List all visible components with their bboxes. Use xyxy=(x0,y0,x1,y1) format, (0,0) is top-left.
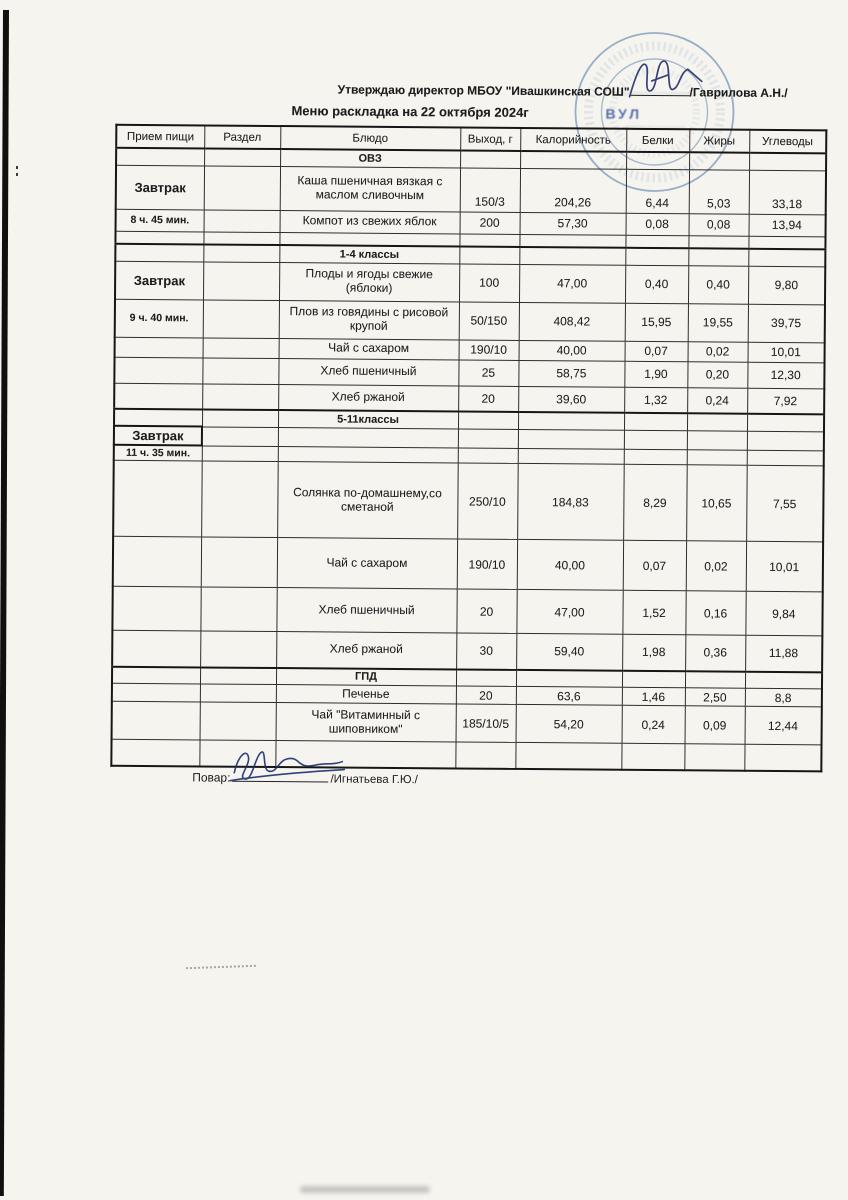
menu-row xyxy=(113,536,823,592)
dish-name: Чай с сахаром xyxy=(279,338,459,359)
portion: 50/150 xyxy=(459,301,519,339)
meal-name: Завтрак xyxy=(115,261,203,300)
cell xyxy=(115,337,203,358)
meal-time: 11 ч. 35 мин. xyxy=(114,445,202,461)
col-carbs: Углеводы xyxy=(749,130,826,154)
menu-row xyxy=(113,460,824,542)
cell xyxy=(458,447,518,463)
cell xyxy=(112,683,200,702)
dish-name: Солянка по-домашнему,со сметаной xyxy=(277,462,458,539)
cell xyxy=(626,152,689,169)
carbs: 9,80 xyxy=(748,266,825,305)
cell xyxy=(519,247,625,265)
section-title: ОВЗ xyxy=(280,149,460,167)
cell xyxy=(747,414,824,432)
cell xyxy=(685,671,745,688)
cell xyxy=(515,742,621,769)
cell xyxy=(114,383,202,410)
portion: 190/10 xyxy=(459,339,519,359)
calories: 408,42 xyxy=(519,302,625,341)
protein: 0,07 xyxy=(623,540,686,590)
calories: 54,20 xyxy=(516,704,622,743)
cell xyxy=(458,411,518,428)
cell xyxy=(114,409,202,427)
meal-time: 8 ч. 45 мин. xyxy=(116,209,204,232)
menu-row xyxy=(112,586,822,636)
protein: 1,32 xyxy=(624,387,687,413)
cell xyxy=(116,148,204,166)
carbs: 39,75 xyxy=(748,304,825,343)
calories: 39,60 xyxy=(518,386,624,413)
protein: 0,40 xyxy=(625,265,688,303)
cell xyxy=(115,231,203,245)
fat: 0,08 xyxy=(689,213,749,235)
cell xyxy=(114,357,202,384)
stamp-text-fragment: ВУЛ xyxy=(605,105,643,122)
cell xyxy=(624,413,687,430)
protein: 0,24 xyxy=(622,705,685,743)
cell xyxy=(455,742,515,768)
menu-row xyxy=(112,630,822,672)
cell xyxy=(113,536,201,587)
dish-name: Каша пшеничная вязкая с маслом сливочным xyxy=(280,166,460,211)
cell xyxy=(115,244,203,262)
cell xyxy=(687,430,747,449)
col-dish: Блюдо xyxy=(280,126,460,150)
carbs: 33,18 xyxy=(749,170,826,215)
cell xyxy=(749,153,826,171)
carbs: 12,44 xyxy=(745,706,822,745)
cell xyxy=(747,431,824,451)
cell xyxy=(203,337,279,358)
portion: 20 xyxy=(456,589,516,633)
fat: 0,16 xyxy=(685,591,745,635)
carbs: 7,55 xyxy=(746,465,824,542)
cell xyxy=(688,235,748,248)
menu-table xyxy=(110,124,827,772)
protein: 1,46 xyxy=(622,687,685,705)
director-signature-line xyxy=(630,84,690,96)
cell xyxy=(278,446,458,463)
cell xyxy=(622,670,685,687)
portion: 30 xyxy=(456,633,516,669)
portion: 25 xyxy=(458,359,518,385)
cell xyxy=(204,209,280,232)
menu-row xyxy=(116,165,826,215)
fat: 2,50 xyxy=(685,688,745,706)
meal-time: 9 ч. 40 мин. xyxy=(115,299,203,338)
cell xyxy=(111,739,199,766)
cell xyxy=(202,357,278,384)
carbs: 9,84 xyxy=(745,591,822,636)
portion: 200 xyxy=(460,211,520,233)
fat: 19,55 xyxy=(688,303,748,341)
cell xyxy=(518,429,624,449)
cell xyxy=(624,449,687,465)
cell xyxy=(625,235,688,248)
menu-row xyxy=(115,261,825,305)
cook-signature-icon xyxy=(226,743,348,792)
cell xyxy=(204,148,280,166)
cell xyxy=(744,744,821,771)
cell xyxy=(113,460,202,537)
cell xyxy=(458,428,518,447)
carbs: 11,88 xyxy=(745,635,822,672)
portion: 20 xyxy=(458,385,518,411)
cell xyxy=(201,461,278,538)
carbs: 7,92 xyxy=(747,388,824,415)
dish-name: Хлеб ржаной xyxy=(278,384,458,411)
dish-name: Плов из говядины с рисовой крупой xyxy=(279,300,459,339)
calories: 40,00 xyxy=(519,340,625,361)
protein: 15,95 xyxy=(625,303,688,341)
portion: 190/10 xyxy=(457,539,517,589)
cell xyxy=(459,233,519,246)
cell xyxy=(112,666,200,684)
cell xyxy=(745,671,822,689)
cook-label: Повар: xyxy=(192,770,231,785)
meal-name: Завтрак xyxy=(116,165,204,210)
dish-name: Чай с сахаром xyxy=(277,538,457,589)
menu-row xyxy=(112,701,822,745)
cook-signature-line xyxy=(192,768,418,786)
cell xyxy=(689,152,749,169)
col-section: Раздел xyxy=(204,125,280,149)
carbs: 10,01 xyxy=(748,342,825,363)
cell xyxy=(200,587,276,632)
col-meal: Прием пищи xyxy=(116,125,204,149)
fat: 0,20 xyxy=(687,361,747,387)
cell xyxy=(112,701,200,740)
cell xyxy=(202,426,278,446)
cell xyxy=(456,669,516,686)
fat: 10,65 xyxy=(686,465,747,541)
cell xyxy=(112,586,200,631)
cell xyxy=(625,248,688,265)
cell xyxy=(687,449,747,465)
calories: 204,26 xyxy=(520,168,626,213)
protein: 1,90 xyxy=(624,361,687,387)
cell xyxy=(203,299,279,338)
dish-name: Плоды и ягоды свежие (яблоки) xyxy=(279,262,459,301)
cell xyxy=(460,150,520,167)
cook-signature-underline xyxy=(232,769,328,783)
approval-line xyxy=(338,82,788,101)
protein: 1,98 xyxy=(622,634,685,670)
protein: 0,07 xyxy=(625,341,688,361)
section-title: 1-4 классы xyxy=(279,245,459,263)
fat: 0,24 xyxy=(687,387,747,413)
cell xyxy=(200,667,276,685)
cell xyxy=(202,409,278,427)
cell xyxy=(518,412,624,430)
dish-name: Хлеб пшеничный xyxy=(276,588,456,633)
cell xyxy=(278,427,458,447)
cell xyxy=(200,702,276,741)
dish-name: Печенье xyxy=(276,685,456,704)
col-output: Выход, г xyxy=(460,127,520,150)
portion: 150/3 xyxy=(460,167,520,211)
fat: 0,36 xyxy=(685,635,745,671)
cell xyxy=(747,450,824,466)
cell xyxy=(459,246,519,263)
col-fat: Жиры xyxy=(689,129,749,152)
document-title: Меню раскладка на 22 октября 2024г xyxy=(291,103,529,121)
dish-name: Компот из свежих яблок xyxy=(280,210,460,233)
approval-text: Утверждаю директор МБОУ "Ивашкинская СОШ" xyxy=(337,82,630,99)
cell xyxy=(520,151,626,169)
cell xyxy=(202,445,278,461)
dish-name: Чай "Витаминный с шиповником" xyxy=(276,703,456,742)
fat: 0,09 xyxy=(685,706,745,744)
cell xyxy=(202,383,278,410)
section-title: 5-11классы xyxy=(278,410,458,428)
cell xyxy=(200,684,276,703)
protein: 6,44 xyxy=(626,169,689,213)
portion: 20 xyxy=(456,686,516,704)
cell xyxy=(519,234,625,248)
carbs: 13,94 xyxy=(749,214,826,237)
calories: 57,30 xyxy=(520,212,626,235)
cell xyxy=(516,669,622,687)
table-body xyxy=(111,148,826,771)
cell xyxy=(203,231,279,245)
cell xyxy=(200,631,276,668)
calories: 47,00 xyxy=(519,264,625,303)
fat: 0,02 xyxy=(686,541,746,591)
cell xyxy=(748,249,825,267)
carbs: 8,8 xyxy=(745,688,822,707)
protein: 0,08 xyxy=(626,213,689,235)
carbs: 12,30 xyxy=(747,362,824,389)
calories: 63,6 xyxy=(516,686,622,705)
dish-name: Хлеб пшеничный xyxy=(278,358,458,385)
cell xyxy=(684,744,744,770)
meal-name: Завтрак xyxy=(114,426,202,446)
cook-name: /Игнатьева Г.Ю./ xyxy=(330,773,418,787)
menu-row xyxy=(115,299,825,343)
portion: 185/10/5 xyxy=(456,704,516,742)
portion: 250/10 xyxy=(457,463,518,539)
director-signature-icon xyxy=(621,55,707,104)
protein: 8,29 xyxy=(623,464,687,540)
protein: 1,52 xyxy=(622,590,685,634)
calories: 59,40 xyxy=(516,633,622,670)
cell xyxy=(687,413,747,430)
col-calories: Калорийность xyxy=(520,128,626,152)
calories: 40,00 xyxy=(517,539,623,590)
fat: 5,03 xyxy=(689,169,749,213)
cell xyxy=(624,430,687,449)
calories: 47,00 xyxy=(516,589,622,634)
cell xyxy=(621,743,684,769)
carbs: 10,01 xyxy=(746,541,823,592)
empty-row xyxy=(111,739,821,771)
cell xyxy=(518,448,624,464)
cell xyxy=(203,261,279,300)
portion: 100 xyxy=(459,263,519,301)
cell xyxy=(203,244,279,262)
cell xyxy=(204,165,280,210)
cell xyxy=(688,248,748,265)
calories: 58,75 xyxy=(518,360,624,387)
col-protein: Белки xyxy=(626,129,689,152)
fat: 0,02 xyxy=(688,341,748,361)
cell xyxy=(748,236,825,250)
cell xyxy=(201,537,277,588)
calories: 184,83 xyxy=(517,463,624,540)
fat: 0,40 xyxy=(688,265,748,303)
dish-name: Хлеб ржаной xyxy=(276,632,456,669)
cell xyxy=(112,630,200,667)
director-name: /Гаврилова А.Н./ xyxy=(689,85,788,101)
section-title: ГПД xyxy=(276,668,456,686)
